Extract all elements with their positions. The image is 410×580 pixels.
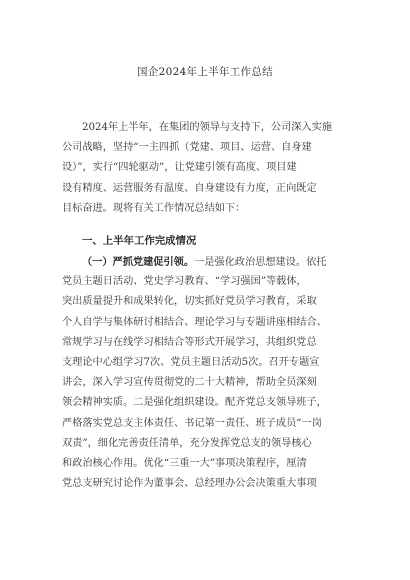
body-line: 和政治核心作用。优化“三重一大”事项决策程序，厘清 bbox=[62, 457, 307, 469]
body-line: 双责”，细化完善责任清单，充分发挥党总支的领导核心 bbox=[62, 437, 312, 449]
body-line: 个人自学与集体研讨相结合、理论学习与专题讲座相结合、 bbox=[62, 316, 327, 328]
body-line: 突出质量提升和成果转化，切实抓好党员学习教育，采取 bbox=[62, 296, 317, 308]
intro-line: 公司战略，坚持“一主四抓（党建、项目、运营、自身建 bbox=[62, 142, 312, 154]
sub-heading-line bbox=[62, 252, 346, 272]
intro-line: 设有精度、运营服务有温度、自身建设有力度，正向既定 bbox=[62, 182, 317, 194]
intro-line: 设）”，实行“四轮驱动”，让党建引领有高度、项目建 bbox=[62, 162, 297, 174]
body-line: 党总支研究讨论作为董事会、总经理办公会决策重大事项 bbox=[62, 478, 317, 490]
body-line: 常规学习与在线学习相结合等形式开展学习，共组织党总 bbox=[62, 336, 317, 348]
section1-paragraph bbox=[62, 252, 346, 494]
body-line: 支理论中心组学习7次、党员主题日活动5次。召开专题宣 bbox=[62, 356, 320, 368]
body-line: 讲会，深入学习宣传贯彻党的二十大精神，帮助全员深刻 bbox=[62, 377, 317, 389]
body-line: 领会精神实质。二是强化组织建设。配齐党总支领导班子， bbox=[62, 397, 327, 409]
section-heading: 一、上半年工作完成情况 bbox=[82, 235, 197, 247]
sub-heading: （一）严抓党建促引领。 bbox=[82, 256, 195, 268]
document-title: 国企2024年上半年工作总结 bbox=[137, 66, 273, 78]
body-text: 一是强化政治思想建设。依托 bbox=[194, 257, 327, 268]
intro-line: 目标奋进。现将有关工作情况总结如下： bbox=[62, 202, 246, 214]
intro-line: 2024年上半年，在集团的领导与支持下，公司深入实施 bbox=[82, 122, 333, 133]
intro-paragraph bbox=[62, 118, 346, 219]
body-line: 严格落实党总支主体责任、书记第一责任、班子成员“一岗 bbox=[62, 417, 322, 429]
body-line: 党员主题日活动、党史学习教育、“学习强国”等载体， bbox=[62, 276, 307, 288]
